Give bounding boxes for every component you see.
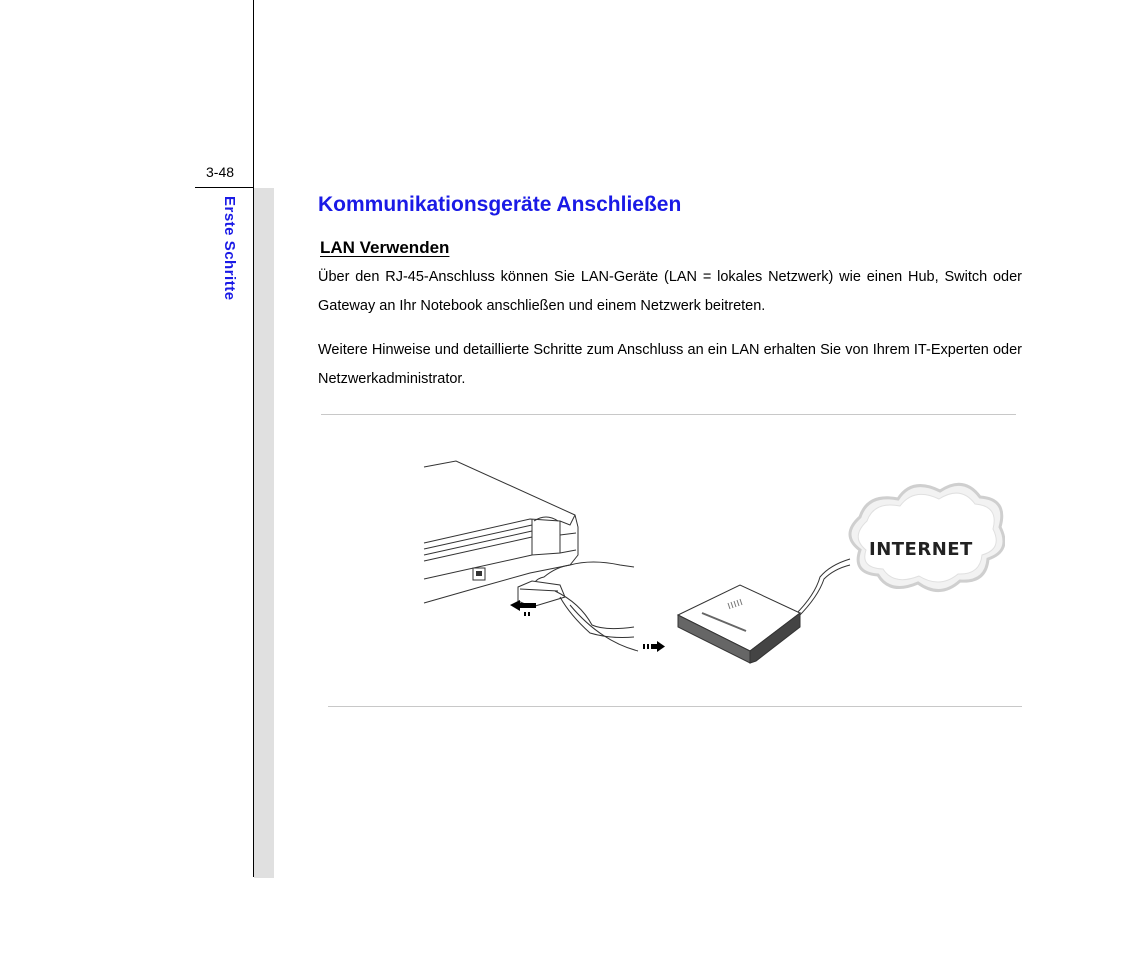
- page-number-rule: [195, 187, 253, 188]
- connection-arrow-icon: [643, 641, 665, 652]
- figure-bottom-rule: [328, 706, 1022, 707]
- page-number: 3-48: [206, 164, 235, 180]
- lan-port-icon: [473, 568, 485, 580]
- section-title: Kommunikationsgeräte Anschließen: [318, 193, 682, 216]
- cloud-label: INTERNET: [869, 539, 973, 560]
- router-illustration: [678, 585, 800, 663]
- paragraph-admin: Weitere Hinweise und detaillierte Schritte zum Anschluss an ein LAN erhalten Sie von Ihrem IT-Experten oder Netzwerkadministrator.: [318, 342, 1022, 387]
- lan-connection-illustration: [420, 455, 1005, 665]
- paragraph-rj45: Über den RJ-45-Anschluss können Sie LAN-Geräte (LAN = lokales Netzwerk) wie einen Hub, Switch oder Gateway an Ihr Notebook anschließen und einem Netzwerk beitreten.: [318, 269, 1022, 314]
- notebook-illustration: [424, 461, 578, 603]
- side-tab-bar: [254, 188, 274, 878]
- figure-top-rule: [321, 414, 1016, 415]
- chapter-side-label: Erste Schritte: [221, 196, 238, 301]
- internet-cloud-icon: [850, 484, 1004, 590]
- subsection-title: LAN Verwenden: [320, 238, 450, 257]
